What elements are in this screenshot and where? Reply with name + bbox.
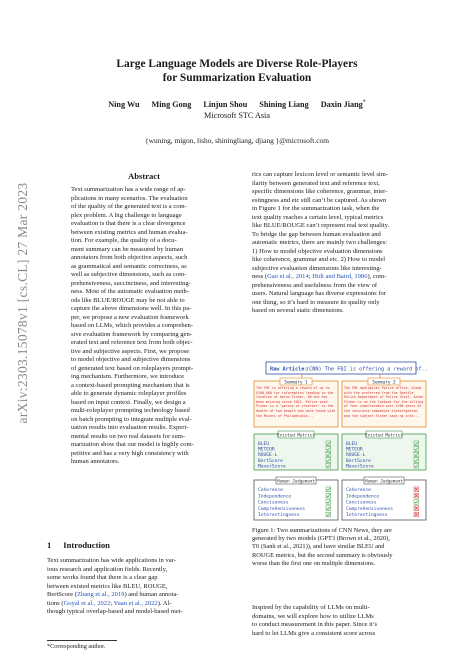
- abstract-line: erated text and reference text from both objec-: [71, 339, 193, 346]
- judgement-dimension: Coherence: [258, 488, 283, 493]
- body-line: [252, 239, 440, 248]
- body-line: [252, 282, 440, 291]
- judgement-dimension: Comprehensiveness: [258, 506, 306, 512]
- body-line: [252, 171, 440, 180]
- author-name: Shining Liang: [259, 99, 309, 109]
- abstract-line: multi-roleplayer prompting technology based: [71, 407, 190, 414]
- intro-line: [47, 600, 237, 609]
- title-line-2: for Summarization Evaluation: [162, 72, 312, 84]
- author-name: Ning Wu: [108, 99, 140, 109]
- summary-1-text: The FBI is offering a reward of up to $100,000 for information leading to the location of Aaron Fisher, 68 who has been missing since 2012. Police said Fisher is a 'person of interest' in the deaths of two people who were found with the Miners of Philadelphia...: [256, 386, 336, 418]
- author-name: Ming Gong: [151, 99, 192, 109]
- text-run: Text summarization has wide applications in var-: [47, 557, 176, 564]
- raw-article-label: Raw Article:: [270, 366, 308, 373]
- existed-metrics-label-1: Existed Metrics: [277, 432, 315, 438]
- check-icon: [326, 441, 331, 446]
- abstract-line: able to generate dynamic roleplayer profiles: [71, 390, 187, 397]
- text-run: like BLUE/ROUGE can’t represent real text quality.: [252, 222, 390, 229]
- metric-name: BertScore: [346, 458, 371, 464]
- metric-name: MoverScore: [258, 464, 286, 470]
- author-name: Daxin Jiang*: [320, 99, 366, 109]
- intro-line: [47, 574, 237, 583]
- citation-link[interactable]: Zhang et al., 2019: [77, 591, 125, 598]
- text-run: automatic metrics, there are mainly two challenges:: [252, 239, 388, 246]
- text-run: ious research and application fields. Recently,: [47, 565, 168, 573]
- metric-name: BLEU: [346, 442, 358, 447]
- introduction-body: [47, 557, 237, 617]
- abstract-line: ing mechanism. Furthermore, we introduce: [71, 373, 185, 380]
- body-line: [252, 604, 440, 613]
- abstract-line: plex problem. A big challenge to language: [71, 211, 182, 219]
- citation-link[interactable]: Goyal et al., 2022: [63, 599, 111, 607]
- abstract-line: ness. Most of the automatic evaluation meth-: [71, 288, 189, 295]
- body-line: [252, 613, 440, 622]
- abstract-line: ment summary can be measured by human: [71, 245, 183, 253]
- check-icon: [326, 500, 331, 505]
- body-line: [252, 248, 440, 257]
- metric-name: ROUGE-L: [258, 453, 278, 459]
- text-run: prehensiveness and usefulness from the view of: [252, 281, 378, 289]
- body-line: [252, 188, 440, 197]
- abstract-line: marization show that our model is highly com-: [71, 441, 194, 448]
- abstract-line: as grammatical and semantic correctness, as: [71, 262, 187, 270]
- author-name: Linjun Shou: [203, 99, 248, 109]
- judgement-dimension: Conciseness: [346, 500, 377, 506]
- human-judgement-label-1: Human Judgement: [277, 478, 315, 484]
- metric-name: ROUGE-L: [346, 453, 366, 459]
- text-run: ilarity between generated text and reference text,: [252, 179, 380, 187]
- abstract-line: between existing metrics and human evalua-: [71, 228, 188, 236]
- text-run: like coherence, grammar and etc. 2) How to model: [252, 256, 386, 263]
- body-line: [252, 299, 440, 308]
- affiliation: Microsoft STC Asia: [204, 111, 270, 120]
- check-icon: [326, 452, 331, 457]
- check-icon: [414, 458, 419, 463]
- judgement-dimension: Coherence: [346, 488, 371, 493]
- text-run: domains, we will explore how to utilize LLMs: [252, 612, 374, 620]
- abstract-line: capture the above dimensions well. In this pa-: [71, 305, 192, 312]
- abstract-line: of the quality of the generated text is a com-: [71, 203, 187, 210]
- section-heading-introduction: [47, 540, 110, 550]
- metric-name: MoverScore: [346, 464, 374, 470]
- caption-line: generated by two models (GPT3 (Brown et al., 2020),: [252, 535, 390, 543]
- text-run: to conduct measurement in this paper. Since it’s: [252, 621, 378, 628]
- summary-2-text: The FBI apologizes Police office, along with the preferred from the Seattle Police Department of Police Chief, Aaron Fisher is on the lookout for the killing of four unbelievable over 1200 years of the insurance companies investigation and the subject Fisher says no info...: [344, 386, 424, 418]
- right-column-text: [252, 171, 440, 316]
- citation-link[interactable]: Yuan et al., 2022: [113, 599, 158, 607]
- check-icon: [326, 447, 331, 452]
- abstract-line: based on LLMs, which provides a comprehen-: [71, 322, 193, 329]
- existed-metrics-label-2: Existed Metrics: [365, 432, 403, 438]
- check-icon: [326, 487, 331, 492]
- body-line: [252, 231, 440, 240]
- abstract-line: tive and subjective aspects. First, we propose: [71, 347, 190, 355]
- abstract-heading: Abstract: [128, 171, 160, 181]
- text-run: in Figure 1 for the summarization task, when the: [252, 205, 380, 212]
- judgement-dimension: Independence: [346, 494, 380, 500]
- caption-line: Figure 1: Two summarizations of CNN News, they are: [252, 527, 392, 534]
- figure-1-graphic: [252, 360, 428, 524]
- citation-link[interactable]: Hidi and Baird, 1986: [312, 273, 368, 280]
- summary-2-wrapper: [344, 386, 424, 426]
- check-icon: [414, 463, 419, 468]
- abstract-line: based on input context. Finally, we design a: [71, 398, 186, 406]
- abstract-line: tion. For example, the quality of a docu-: [71, 237, 177, 244]
- check-icon: [326, 458, 331, 463]
- section-title: Introduction: [63, 540, 110, 550]
- text-run: between existed metrics like BLEU, ROUGE,: [47, 582, 168, 590]
- text-run: Inspired by the capability of LLMs on multi-: [252, 604, 370, 611]
- intro-line: [47, 591, 237, 600]
- text-run: ), com-: [367, 273, 387, 280]
- judgement-dimension: Conciseness: [258, 500, 289, 506]
- abstract-line: per, we propose a new evaluation framework: [71, 313, 189, 321]
- text-run: though typical overlap-based and model-based met-: [47, 608, 183, 615]
- author-emails: {wuning, migon, lisho, shiningliang, djiang }@microsoft.com: [145, 136, 329, 145]
- abstract-line: Text summarization has a wide range of ap-: [71, 186, 186, 193]
- text-run: one thing, so it’s hard to measure its quality only: [252, 298, 380, 306]
- text-run: some works found that there is a clear gap: [47, 574, 158, 581]
- check-icon: [414, 441, 419, 446]
- figure-1-caption: [252, 527, 440, 568]
- abstract-body: [71, 186, 237, 467]
- body-line: [252, 222, 440, 231]
- judgement-dimension: Interestingness: [346, 513, 388, 519]
- text-run: BertScore (: [47, 591, 77, 598]
- corresponding-author-mark: *: [362, 99, 366, 105]
- text-run: To bridge the gap between human evaluation and: [252, 230, 381, 238]
- human-judgement-label-2: Human Judgement: [365, 478, 403, 484]
- text-run: ness (: [252, 273, 268, 280]
- abstract-line: petitive and has a very high consistency with: [71, 449, 189, 457]
- caption-line: worse than the first one on multiple dimensions.: [252, 559, 376, 567]
- check-icon: [326, 506, 331, 511]
- text-run: ) and human annota-: [124, 591, 179, 598]
- text-run: hard to let LLMs give a consistent score across: [252, 629, 376, 637]
- text-run: users. Natural language has diverse expressions for: [252, 290, 386, 297]
- body-line: [252, 307, 440, 316]
- metric-name: BLEU: [258, 442, 270, 447]
- body-line: [252, 621, 440, 630]
- citation-link[interactable]: Gao et al., 2014: [267, 273, 309, 280]
- body-line: [252, 273, 440, 282]
- summary-1-wrapper: [256, 386, 336, 426]
- check-icon: [326, 512, 331, 517]
- text-run: ;: [308, 273, 313, 280]
- text-run: 1) How to model objective evaluation dimensions: [252, 247, 383, 255]
- author-list: [60, 99, 414, 109]
- text-run: specific dimensions like coherence, grammar, inter-: [252, 188, 388, 195]
- body-line: [252, 265, 440, 274]
- metric-name: METEOR: [258, 447, 275, 453]
- arxiv-identifier: arXiv:2303.15078v1 [cs.CL] 27 Mar 2023: [15, 182, 30, 424]
- figure-1: [252, 360, 428, 524]
- body-line: [252, 180, 440, 189]
- judgement-dimension: Interestingness: [258, 513, 300, 519]
- judgement-dimension: Independence: [258, 494, 292, 500]
- abstract-line: annotators from both objective aspects, such: [71, 254, 188, 261]
- abstract-line: evaluation is that there is a clear divergence: [71, 220, 186, 227]
- body-line: [252, 290, 440, 299]
- metric-name: METEOR: [346, 447, 363, 453]
- body-line: [252, 197, 440, 206]
- abstract-line: to model objective and subjective dimensions: [71, 356, 191, 363]
- check-icon: [326, 493, 331, 498]
- raw-article-text: (CNN) The FBI is offering a reward of...: [306, 366, 428, 373]
- abstract-line: mental results on two real datasets for sum-: [71, 432, 185, 440]
- text-run: rics can capture lexicon level or semantic level sim-: [252, 171, 388, 178]
- judgement-dimension: Comprehensiveness: [346, 506, 394, 512]
- body-line: [252, 205, 440, 214]
- body-line: [252, 256, 440, 265]
- title-line-1: Large Language Models are Diverse Role-Players: [116, 58, 358, 70]
- abstract-line: sive evaluation framework by comparing gen-: [71, 330, 192, 338]
- abstract-line: of generated text based on roleplayers prompt-: [71, 364, 194, 372]
- abstract-line: uation results into evaluation results. Experi-: [71, 424, 189, 431]
- intro-line: [47, 557, 237, 566]
- abstract-line: a context-based prompting mechanism that is: [71, 381, 190, 389]
- check-icon: [414, 452, 419, 457]
- text-run: estingness and etc still can’t be captured. As shown: [252, 196, 387, 204]
- check-icon: [326, 463, 331, 468]
- text-run: ). Al-: [157, 599, 172, 607]
- abstract-line: human annotators.: [71, 458, 120, 465]
- footnote-divider: [47, 640, 117, 641]
- text-run: based on several static dimensions.: [252, 307, 344, 314]
- section-number: 1: [47, 540, 52, 550]
- text-run: ;: [110, 599, 114, 607]
- body-line: [252, 630, 440, 639]
- caption-line: ROUGE metrics, but the second summary is obviously: [252, 551, 393, 559]
- caption-line: T0 (Sanh et al., 2021)), and have similar BLEU and: [252, 543, 385, 551]
- check-icon: [414, 447, 419, 452]
- body-line: [252, 214, 440, 223]
- right-column-text-continued: [252, 604, 440, 638]
- text-run: text quality reaches a certain level, typical metrics: [252, 213, 384, 221]
- abstract-line: plications in many scenarios. The evaluation: [71, 194, 188, 202]
- intro-line: [47, 583, 237, 592]
- metric-name: BertScore: [258, 458, 283, 464]
- summary-2-label: Summary 2: [372, 380, 396, 386]
- intro-line: [47, 566, 237, 575]
- abstract-line: on batch prompting to integrate multiple eval-: [71, 415, 192, 423]
- text-run: tions (: [47, 599, 64, 607]
- check-icon: [414, 500, 419, 505]
- paper-title: [60, 57, 414, 85]
- footnote: *Corresponding author.: [47, 643, 106, 650]
- abstract-line: prehensiveness, succinctness, and interesting-: [71, 279, 191, 287]
- intro-line: [47, 608, 237, 617]
- summary-1-label: Summary 1: [284, 380, 308, 386]
- abstract-line: well as subjective dimensions, such as com-: [71, 271, 187, 278]
- abstract-line: ods like BLUE/ROUGE may be not able to: [71, 296, 185, 304]
- text-run: subjective evaluation dimensions like interesting-: [252, 264, 382, 272]
